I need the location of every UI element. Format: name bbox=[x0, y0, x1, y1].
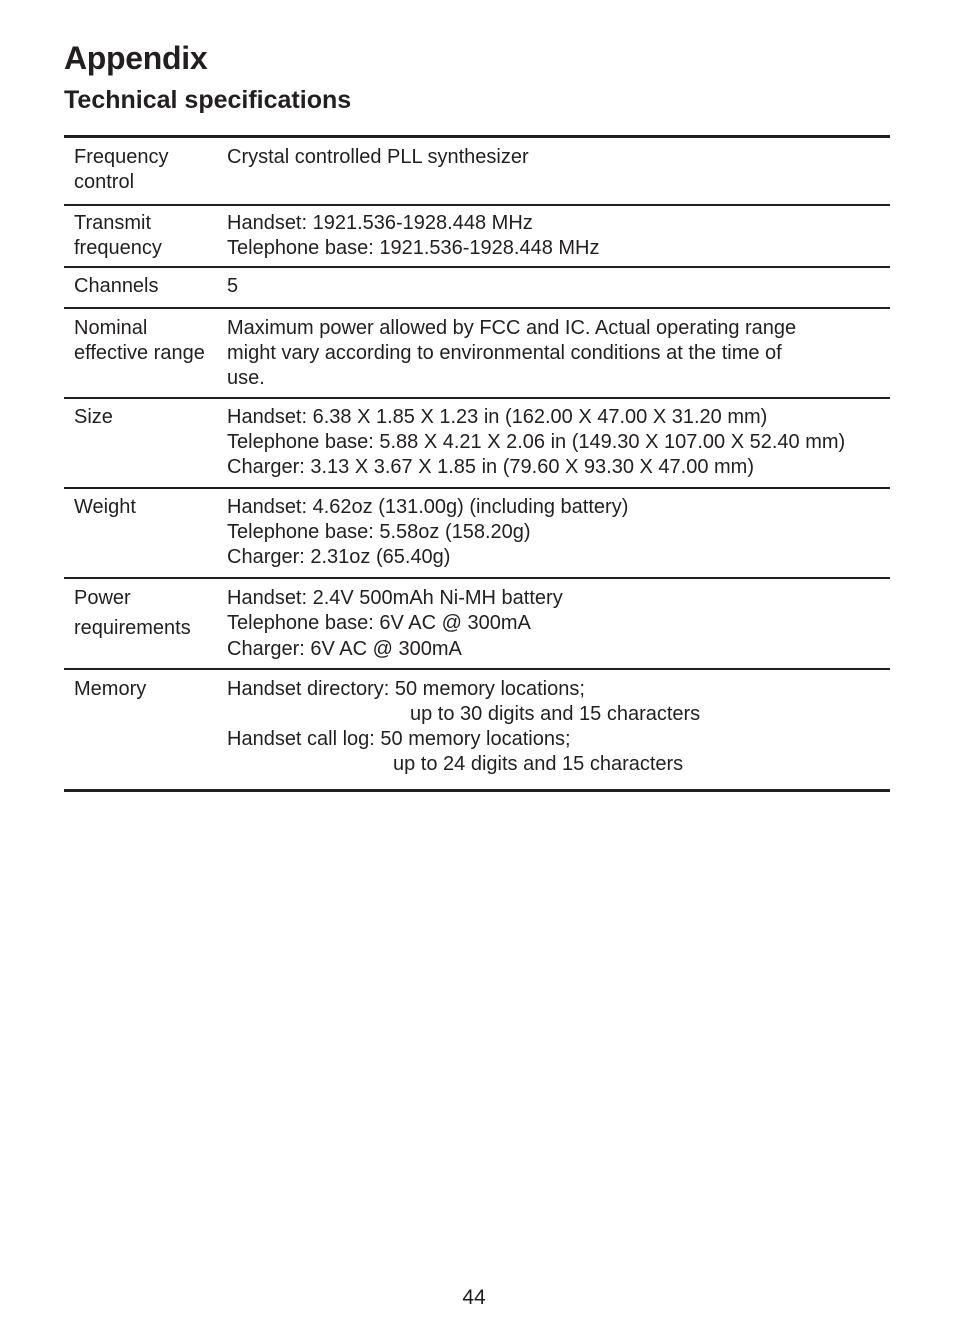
spec-label bbox=[64, 405, 227, 487]
spec-value-line: Handset call log: 50 memory locations; bbox=[227, 728, 571, 750]
spec-value-line: Telephone base: 6V AC @ 300mA bbox=[227, 612, 531, 634]
spec-value-line: Charger: 3.13 X 3.67 X 1.85 in (79.60 X 93.30 X 47.00 mm) bbox=[227, 456, 754, 478]
spec-label-line: Nominal bbox=[74, 317, 148, 339]
section-title: Technical specifications bbox=[64, 86, 352, 114]
page-number: 44 bbox=[462, 1286, 486, 1309]
spec-label bbox=[64, 586, 227, 668]
spec-value-line: Charger: 6V AC @ 300mA bbox=[227, 638, 462, 660]
spec-label-line: requirements bbox=[74, 617, 191, 639]
spec-row-nominal-effective-range bbox=[64, 309, 890, 399]
spec-value-line: Maximum power allowed by FCC and IC. Actual operating range bbox=[227, 317, 797, 339]
spec-value-line: 5 bbox=[227, 275, 239, 297]
spec-label bbox=[64, 677, 227, 789]
spec-label-line: Channels bbox=[74, 275, 159, 297]
spec-value-line: use. bbox=[227, 367, 265, 389]
spec-value bbox=[227, 211, 890, 266]
page-title: Appendix bbox=[64, 40, 208, 76]
spec-value bbox=[227, 274, 890, 307]
spec-label-line: frequency bbox=[74, 237, 162, 259]
spec-label-line: Transmit bbox=[74, 212, 152, 234]
spec-row-channels bbox=[64, 268, 890, 309]
spec-label bbox=[64, 211, 227, 266]
spec-value-line: Handset: 6.38 X 1.85 X 1.23 in (162.00 X 47.00 X 31.20 mm) bbox=[227, 406, 768, 428]
spec-label-line: Weight bbox=[74, 496, 136, 518]
spec-value-line: up to 30 digits and 15 characters bbox=[410, 703, 701, 725]
spec-value-line: Handset directory: 50 memory locations; bbox=[227, 678, 585, 700]
spec-value bbox=[227, 586, 890, 668]
spec-value-line: Handset: 4.62oz (131.00g) (including battery) bbox=[227, 496, 629, 518]
spec-row-power-requirements bbox=[64, 579, 890, 670]
spec-label-line: control bbox=[74, 171, 135, 193]
spec-value-line: Crystal controlled PLL synthesizer bbox=[227, 146, 529, 168]
spec-value bbox=[227, 677, 890, 789]
spec-label bbox=[64, 316, 227, 397]
spec-label-line: Power bbox=[74, 587, 131, 609]
spec-label bbox=[64, 274, 227, 307]
spec-value-line: Handset: 2.4V 500mAh Ni-MH battery bbox=[227, 587, 563, 609]
spec-label-line: effective range bbox=[74, 342, 205, 364]
spec-value-line: Charger: 2.31oz (65.40g) bbox=[227, 546, 451, 568]
spec-value-line: up to 24 digits and 15 characters bbox=[393, 753, 684, 775]
spec-row-weight bbox=[64, 489, 890, 579]
spec-label bbox=[64, 495, 227, 577]
spec-value-line: Telephone base: 1921.536-1928.448 MHz bbox=[227, 237, 600, 259]
spec-value bbox=[227, 145, 890, 204]
spec-label-line: Memory bbox=[74, 678, 147, 700]
spec-value bbox=[227, 316, 890, 397]
spec-row-memory bbox=[64, 670, 890, 789]
spec-value bbox=[227, 405, 890, 487]
spec-value-line: might vary according to environmental conditions at the time of bbox=[227, 342, 782, 364]
spec-row-transmit-frequency bbox=[64, 206, 890, 268]
spec-value-line: Handset: 1921.536-1928.448 MHz bbox=[227, 212, 533, 234]
spec-label bbox=[64, 145, 227, 204]
spec-value bbox=[227, 495, 890, 577]
spec-label-line: Frequency bbox=[74, 146, 169, 168]
spec-row-size bbox=[64, 399, 890, 489]
spec-label-line: Size bbox=[74, 406, 113, 428]
spec-value-line: Telephone base: 5.88 X 4.21 X 2.06 in (149.30 X 107.00 X 52.40 mm) bbox=[227, 431, 846, 453]
spec-table bbox=[64, 135, 890, 792]
spec-row-frequency-control bbox=[64, 138, 890, 206]
spec-value-line: Telephone base: 5.58oz (158.20g) bbox=[227, 521, 531, 543]
